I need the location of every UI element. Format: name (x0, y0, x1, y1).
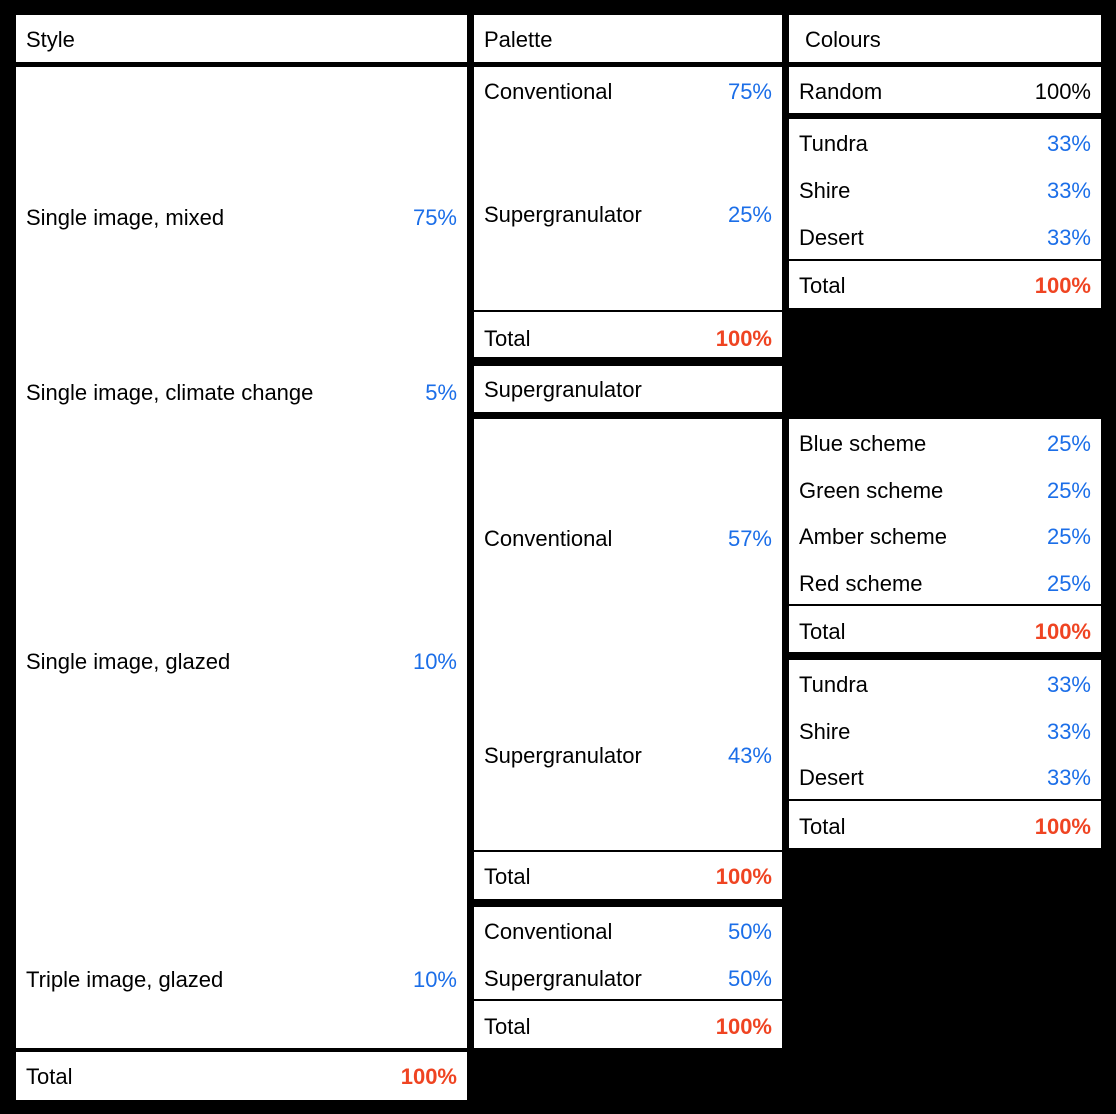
palette-percent: 43% (727, 743, 772, 768)
total-label: Total (26, 1064, 73, 1089)
colour-label: Shire (799, 178, 851, 203)
style-header-label: Style (26, 27, 75, 52)
divider (789, 604, 1101, 606)
palette-glazed-group (474, 419, 782, 899)
palette-triple-group (474, 907, 782, 1048)
colour-label: Shire (799, 719, 851, 744)
palette-header (474, 15, 782, 62)
total-percent: 100% (1034, 619, 1091, 644)
divider (474, 310, 782, 312)
colour-percent: 33% (1046, 765, 1091, 790)
total-percent: 100% (715, 864, 772, 889)
style-percent: 5% (425, 380, 457, 405)
style-percent: 75% (412, 205, 457, 230)
style-label: Single image, glazed (26, 649, 231, 674)
divider (789, 799, 1101, 801)
style-percent: 10% (412, 649, 457, 674)
colour-percent: 100% (1034, 79, 1091, 104)
colour-percent: 25% (1046, 478, 1091, 503)
palette-header-label: Palette (484, 27, 553, 52)
colour-percent: 33% (1046, 178, 1091, 203)
colour-percent: 33% (1046, 719, 1091, 744)
palette-label: Conventional (484, 919, 613, 944)
colour-percent: 25% (1046, 431, 1091, 456)
style-percent: 10% (412, 967, 457, 992)
colour-label: Green scheme (799, 478, 944, 503)
total-label: Total (799, 273, 846, 298)
style-header (16, 15, 467, 62)
palette-percent: 25% (727, 202, 772, 227)
palette-percent: 57% (727, 526, 772, 551)
colour-label: Red scheme (799, 571, 923, 596)
colours-mixed-super-group (789, 119, 1101, 308)
colour-percent: 33% (1046, 131, 1091, 156)
colour-label: Desert (799, 225, 864, 250)
style-label: Single image, climate change (26, 380, 314, 405)
colour-percent: 25% (1046, 524, 1091, 549)
divider (474, 999, 782, 1001)
total-label: Total (484, 326, 531, 351)
palette-climate-group (474, 366, 782, 412)
total-label: Total (484, 864, 531, 889)
total-percent: 100% (1034, 273, 1091, 298)
colour-percent: 25% (1046, 571, 1091, 596)
palette-percent: 50% (727, 966, 772, 991)
colours-header-label: Colours (805, 27, 881, 52)
colour-label: Blue scheme (799, 431, 927, 456)
total-label: Total (484, 1014, 531, 1039)
total-label: Total (799, 814, 846, 839)
colour-label: Random (799, 79, 883, 104)
style-total (16, 1052, 467, 1100)
divider (789, 259, 1101, 261)
palette-percent: 50% (727, 919, 772, 944)
colour-label: Desert (799, 765, 864, 790)
palette-percent: 75% (727, 79, 772, 104)
colour-percent: 33% (1046, 225, 1091, 250)
total-percent: 100% (1034, 814, 1091, 839)
style-label: Triple image, glazed (26, 967, 224, 992)
palette-label: Supergranulator (484, 966, 642, 991)
palette-mixed-group (474, 67, 782, 357)
colours-glazed-conventional-group (789, 419, 1101, 652)
palette-label: Supergranulator (484, 743, 642, 768)
divider (474, 850, 782, 852)
palette-label: Supergranulator (484, 377, 642, 402)
total-label: Total (799, 619, 846, 644)
total-percent: 100% (715, 326, 772, 351)
palette-label: Supergranulator (484, 202, 642, 227)
total-percent: 100% (400, 1064, 457, 1089)
style-label: Single image, mixed (26, 205, 225, 230)
colours-random-group (789, 67, 1101, 113)
total-percent: 100% (715, 1014, 772, 1039)
colour-label: Tundra (799, 672, 868, 697)
colour-percent: 33% (1046, 672, 1091, 697)
palette-label: Conventional (484, 79, 613, 104)
colours-header (789, 15, 1101, 62)
colour-label: Amber scheme (799, 524, 947, 549)
colours-glazed-super-group (789, 660, 1101, 848)
style-body (16, 67, 467, 1048)
colour-label: Tundra (799, 131, 868, 156)
palette-label: Conventional (484, 526, 613, 551)
